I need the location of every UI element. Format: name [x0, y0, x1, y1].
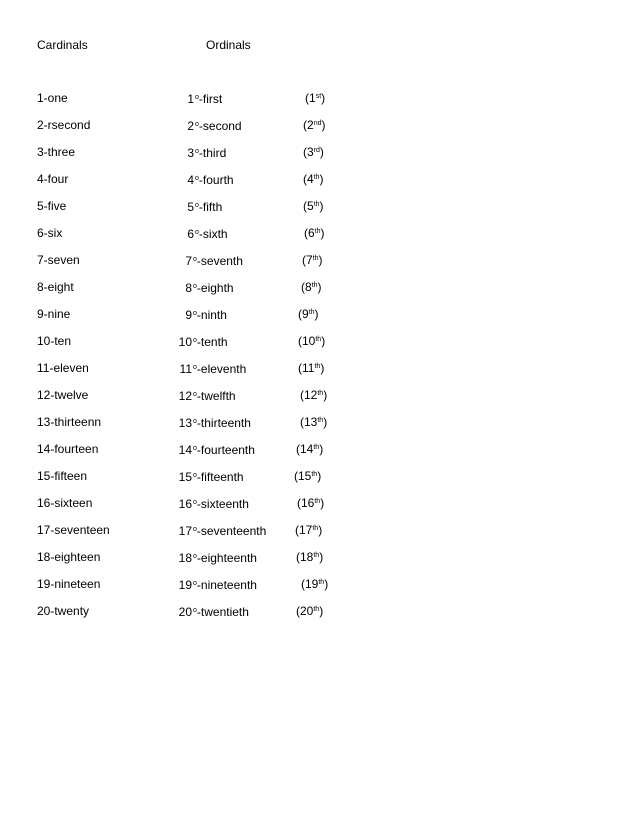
table-row: [0, 442, 638, 469]
cardinal-number: 3-three: [37, 145, 76, 159]
ordinal-word: -eighth: [196, 281, 234, 295]
ordinal-number: [132, 577, 257, 592]
abbreviation-number: 16: [301, 496, 315, 510]
ordinal-word: -twentieth: [196, 605, 249, 619]
ordinal-indicator: o: [193, 391, 197, 398]
ordinal-abbreviation: [305, 91, 325, 105]
abbreviation-number: 2: [307, 118, 314, 132]
cardinal-number: 7-seven: [37, 253, 80, 267]
table-row: [0, 307, 638, 334]
open-paren: (: [303, 199, 307, 213]
ordinal-abbreviation: [304, 226, 325, 240]
ordinal-indicator: o: [195, 202, 199, 209]
abbreviation-suffix: th: [311, 282, 318, 289]
cardinal-number: 11-eleven: [37, 361, 89, 375]
abbreviation-suffix: th: [314, 498, 321, 505]
table-row: [0, 91, 638, 118]
ordinal-abbreviation: [300, 388, 327, 402]
ordinal-indicator: o: [193, 337, 197, 344]
ordinal-number: [132, 280, 234, 295]
ordinal-word: -nineteenth: [196, 578, 257, 592]
cardinal-number: 8-eight: [37, 280, 74, 294]
abbreviation-number: 17: [299, 523, 313, 537]
open-paren: (: [300, 388, 304, 402]
ordinal-abbreviation: [296, 604, 323, 618]
abbreviation-suffix: th: [314, 363, 321, 370]
abbreviation-number: 13: [304, 415, 318, 429]
ordinal-digit: 6: [187, 227, 194, 241]
ordinal-number: [132, 604, 249, 619]
open-paren: (: [305, 91, 309, 105]
ordinal-digit: 8: [185, 281, 192, 295]
ordinal-abbreviation: [303, 199, 324, 213]
table-row: [0, 361, 638, 388]
ordinal-abbreviation: [303, 145, 324, 159]
table-row: [0, 226, 638, 253]
ordinal-digit: 17: [178, 524, 192, 538]
open-paren: (: [295, 523, 299, 537]
cardinal-number: 15-fifteen: [37, 469, 88, 483]
close-paren: ): [323, 415, 328, 429]
ordinal-number: [134, 91, 222, 106]
open-paren: (: [296, 550, 300, 564]
close-paren: ): [320, 361, 325, 375]
open-paren: (: [297, 496, 301, 510]
table-row: [0, 253, 638, 280]
ordinal-number: [132, 388, 236, 403]
ordinal-digit: 11: [179, 362, 192, 376]
ordinal-number: [132, 442, 255, 457]
open-paren: (: [303, 145, 307, 159]
ordinal-abbreviation: [295, 523, 322, 537]
abbreviation-suffix: th: [308, 309, 315, 316]
ordinal-number: [134, 145, 226, 160]
ordinal-indicator: o: [193, 310, 197, 317]
ordinal-indicator: o: [195, 229, 199, 236]
cardinal-number: 2-rsecond: [37, 118, 91, 132]
ordinal-digit: 19: [178, 578, 192, 592]
ordinal-digit: 12: [178, 389, 192, 403]
ordinal-indicator: o: [195, 94, 199, 101]
ordinal-number: [134, 172, 234, 187]
ordinal-indicator: o: [195, 121, 199, 128]
ordinal-word: -fourteenth: [196, 443, 255, 457]
abbreviation-number: 11: [302, 361, 315, 375]
cardinals-heading: Cardinals: [37, 38, 88, 52]
table-row: [0, 550, 638, 577]
ordinal-indicator: o: [193, 418, 197, 425]
ordinal-number: [132, 469, 244, 484]
ordinals-heading: Ordinals: [206, 38, 251, 52]
close-paren: ): [319, 145, 324, 159]
abbreviation-number: 6: [308, 226, 315, 240]
cardinal-number: 16-sixteen: [37, 496, 93, 510]
abbreviation-number: 7: [306, 253, 313, 267]
ordinal-number: [134, 226, 228, 241]
close-paren: ): [318, 253, 323, 267]
abbreviation-number: 12: [304, 388, 318, 402]
ordinal-digit: 18: [178, 551, 192, 565]
close-paren: ): [319, 442, 324, 456]
ordinal-abbreviation: [300, 415, 327, 429]
abbreviation-suffix: th: [311, 471, 318, 478]
ordinal-indicator: o: [193, 607, 197, 614]
ordinal-word: -fifteenth: [196, 470, 244, 484]
table-row: [0, 523, 638, 550]
ordinal-abbreviation: [303, 172, 324, 186]
close-paren: ): [321, 334, 326, 348]
ordinal-abbreviation: [296, 442, 323, 456]
open-paren: (: [304, 226, 308, 240]
ordinal-abbreviation: [301, 577, 328, 591]
close-paren: ): [317, 469, 322, 483]
ordinal-word: -twelfth: [196, 389, 236, 403]
cardinal-number: 19-nineteen: [37, 577, 101, 591]
open-paren: (: [298, 361, 302, 375]
abbreviation-number: 5: [307, 199, 314, 213]
ordinal-indicator: o: [193, 526, 197, 533]
cardinal-number: 10-ten: [37, 334, 72, 348]
abbreviation-number: 20: [300, 604, 314, 618]
ordinal-digit: 13: [178, 416, 192, 430]
abbreviation-number: 14: [300, 442, 314, 456]
abbreviation-number: 1: [309, 91, 316, 105]
table-row: [0, 604, 638, 631]
ordinal-number: [132, 550, 257, 565]
table-row: [0, 199, 638, 226]
close-paren: ): [320, 226, 325, 240]
abbreviation-number: 9: [302, 307, 309, 321]
table-row: [0, 469, 638, 496]
ordinal-indicator: o: [193, 580, 197, 587]
ordinal-word: -seventeenth: [196, 524, 267, 538]
abbreviation-suffix: nd: [313, 120, 322, 127]
ordinal-number: [132, 253, 243, 268]
cardinal-number: 13-thirteenn: [37, 415, 102, 429]
abbreviation-number: 4: [307, 172, 314, 186]
cardinal-number: 14-fourteen: [37, 442, 99, 456]
ordinal-word: -fourth: [198, 173, 234, 187]
open-paren: (: [302, 253, 306, 267]
table-row: [0, 496, 638, 523]
ordinal-word: -eighteenth: [196, 551, 257, 565]
ordinal-indicator: o: [195, 175, 199, 182]
ordinal-digit: 20: [178, 605, 192, 619]
ordinal-word: -sixth: [198, 227, 228, 241]
table-row: [0, 415, 638, 442]
open-paren: (: [300, 415, 304, 429]
ordinal-abbreviation: [296, 550, 323, 564]
table-row: [0, 388, 638, 415]
ordinal-digit: 5: [187, 200, 194, 214]
cardinal-number: 4-four: [37, 172, 69, 186]
ordinal-digit: 14: [178, 443, 192, 457]
close-paren: ): [321, 118, 326, 132]
abbreviation-number: 3: [307, 145, 314, 159]
ordinal-word: -sixteenth: [196, 497, 249, 511]
cardinal-number: 17-seventeen: [37, 523, 110, 537]
cardinal-number: 18-eighteen: [37, 550, 101, 564]
cardinal-number: 9-nine: [37, 307, 71, 321]
ordinal-digit: 4: [187, 173, 194, 187]
ordinal-digit: 15: [178, 470, 192, 484]
cardinal-number: 5-five: [37, 199, 67, 213]
abbreviation-suffix: th: [317, 417, 324, 424]
abbreviation-number: 19: [305, 577, 319, 591]
open-paren: (: [303, 118, 307, 132]
ordinal-number: [132, 523, 266, 538]
ordinal-abbreviation: [298, 307, 319, 321]
numbers-list: [0, 91, 638, 631]
table-row: [0, 280, 638, 307]
ordinal-digit: 16: [178, 497, 192, 511]
ordinal-word: -third: [198, 146, 227, 160]
open-paren: (: [296, 604, 300, 618]
ordinal-number: [132, 334, 228, 349]
abbreviation-suffix: th: [313, 201, 320, 208]
ordinal-indicator: o: [193, 256, 197, 263]
cardinal-number: 1-one: [37, 91, 68, 105]
ordinal-word: -ninth: [196, 308, 227, 322]
abbreviation-suffix: th: [312, 525, 319, 532]
abbreviation-suffix: th: [313, 444, 320, 451]
table-row: [0, 145, 638, 172]
abbreviation-suffix: th: [318, 579, 325, 586]
close-paren: ): [321, 91, 326, 105]
close-paren: ): [319, 199, 324, 213]
ordinal-digit: 3: [187, 146, 194, 160]
ordinal-digit: 9: [185, 308, 192, 322]
open-paren: (: [296, 442, 300, 456]
ordinal-digit: 10: [178, 335, 192, 349]
ordinal-word: -thirteenth: [196, 416, 251, 430]
abbreviation-number: 10: [302, 334, 316, 348]
ordinal-indicator: o: [193, 445, 197, 452]
ordinal-word: -fifth: [198, 200, 223, 214]
ordinal-word: -tenth: [196, 335, 228, 349]
abbreviation-suffix: th: [313, 606, 320, 613]
open-paren: (: [301, 280, 305, 294]
ordinal-abbreviation: [302, 253, 323, 267]
cardinal-number: 6-six: [37, 226, 63, 240]
ordinal-digit: 1: [187, 92, 194, 106]
ordinal-indicator: o: [193, 553, 197, 560]
abbreviation-number: 8: [305, 280, 312, 294]
abbreviation-suffix: th: [313, 174, 320, 181]
ordinal-indicator: o: [193, 283, 197, 290]
open-paren: (: [301, 577, 305, 591]
ordinal-indicator: o: [193, 499, 197, 506]
close-paren: ): [317, 280, 322, 294]
ordinal-word: -second: [198, 119, 242, 133]
ordinal-indicator: o: [195, 148, 199, 155]
table-header: [0, 38, 638, 54]
abbreviation-suffix: th: [313, 552, 320, 559]
ordinal-abbreviation: [297, 496, 324, 510]
close-paren: ): [324, 577, 329, 591]
ordinal-indicator: o: [193, 364, 197, 371]
abbreviation-suffix: th: [312, 255, 319, 262]
ordinal-abbreviation: [298, 361, 324, 375]
close-paren: ): [319, 172, 324, 186]
ordinal-abbreviation: [294, 469, 321, 483]
abbreviation-suffix: st: [315, 93, 322, 100]
open-paren: (: [303, 172, 307, 186]
abbreviation-number: 18: [300, 550, 314, 564]
close-paren: ): [320, 496, 325, 510]
ordinal-word: -eleventh: [196, 362, 247, 376]
ordinal-number: [132, 307, 227, 322]
close-paren: ): [314, 307, 319, 321]
table-row: [0, 172, 638, 199]
ordinal-word: -seventh: [196, 254, 243, 268]
cardinal-number: 12-twelve: [37, 388, 89, 402]
open-paren: (: [298, 334, 302, 348]
close-paren: ): [323, 388, 328, 402]
ordinal-number: [134, 118, 242, 133]
table-row: [0, 118, 638, 145]
ordinal-number: [132, 361, 246, 376]
ordinal-digit: 2: [187, 119, 194, 133]
abbreviation-suffix: th: [317, 390, 324, 397]
ordinal-abbreviation: [298, 334, 325, 348]
close-paren: ): [319, 604, 324, 618]
abbreviation-number: 15: [298, 469, 312, 483]
close-paren: ): [318, 523, 323, 537]
close-paren: ): [319, 550, 324, 564]
ordinal-abbreviation: [303, 118, 325, 132]
ordinal-abbreviation: [301, 280, 322, 294]
ordinal-number: [132, 496, 249, 511]
ordinal-number: [134, 199, 222, 214]
ordinal-number: [132, 415, 251, 430]
ordinal-digit: 7: [185, 254, 192, 268]
table-row: [0, 577, 638, 604]
abbreviation-suffix: th: [315, 336, 322, 343]
table-row: [0, 334, 638, 361]
abbreviation-suffix: rd: [313, 147, 320, 154]
open-paren: (: [294, 469, 298, 483]
ordinal-indicator: o: [193, 472, 197, 479]
abbreviation-suffix: th: [314, 228, 321, 235]
ordinal-word: -first: [198, 92, 223, 106]
cardinal-number: 20-twenty: [37, 604, 90, 618]
open-paren: (: [298, 307, 302, 321]
